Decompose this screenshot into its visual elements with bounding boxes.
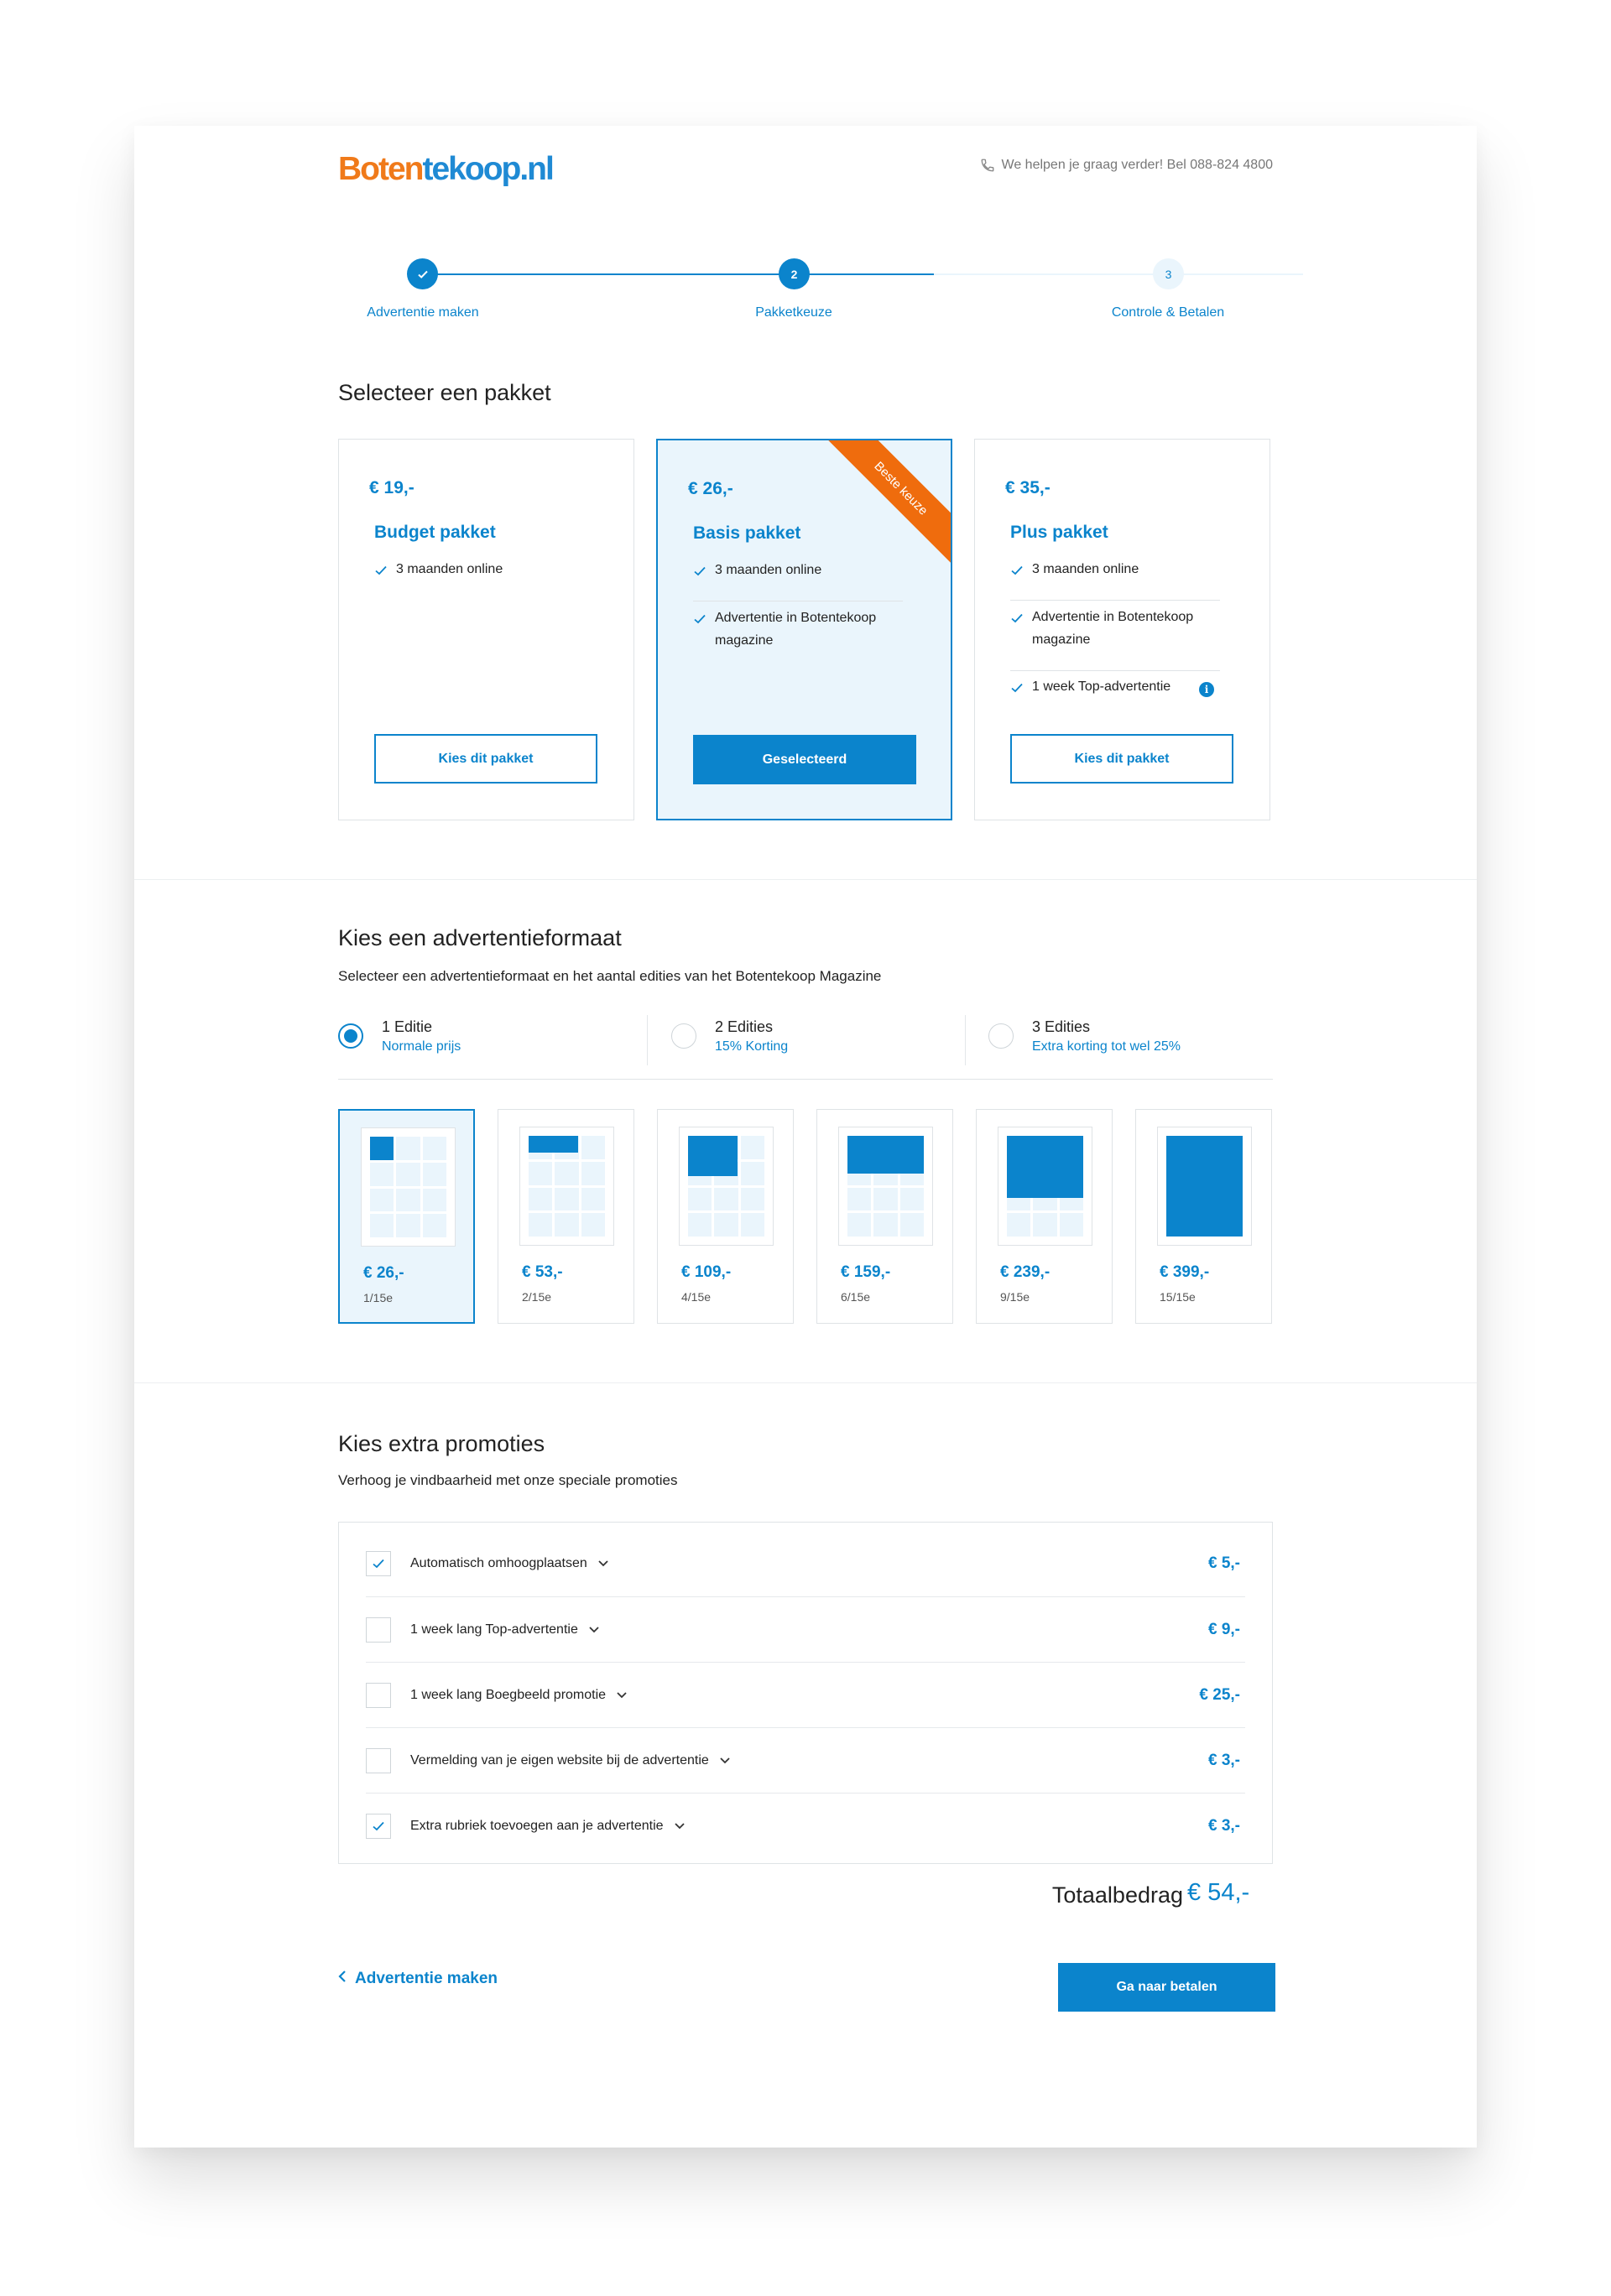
package-basis[interactable] <box>656 439 952 820</box>
format-size-6[interactable] <box>1135 1109 1272 1324</box>
choose-package-button[interactable]: Kies dit pakket <box>374 734 597 784</box>
promotion-checkbox[interactable] <box>366 1683 391 1708</box>
step-1-check-icon[interactable] <box>407 258 438 289</box>
check-icon <box>1010 610 1024 633</box>
format-size-label: 6/15e <box>841 1290 871 1304</box>
format-price: € 53,- <box>522 1263 563 1281</box>
format-size-2[interactable] <box>498 1109 634 1324</box>
promotion-label: 1 week lang Boegbeeld promotie <box>410 1687 607 1702</box>
format-size-3[interactable] <box>657 1109 794 1324</box>
format-preview <box>998 1127 1092 1246</box>
promotions-list <box>338 1522 1273 1864</box>
promotion-row[interactable] <box>366 1531 1245 1596</box>
package-plus[interactable] <box>974 439 1270 820</box>
check-icon <box>1010 679 1024 702</box>
format-size-5[interactable] <box>976 1109 1113 1324</box>
package-feature: Advertentie in Botentekoop magazine <box>1010 606 1233 651</box>
package-name: Basis pakket <box>693 523 801 543</box>
package-feature: Advertentie in Botentekoop magazine <box>693 607 915 652</box>
check-icon <box>372 1557 385 1570</box>
package-price: € 26,- <box>688 479 733 498</box>
format-size-label: 15/15e <box>1160 1290 1196 1304</box>
step-2-label[interactable]: Pakketkeuze <box>755 305 832 320</box>
selected-package-button[interactable]: Geselecteerd <box>693 735 916 784</box>
chevron-down-icon[interactable] <box>719 1757 731 1765</box>
promotion-price: € 9,- <box>1207 1620 1240 1638</box>
format-price: € 109,- <box>681 1263 732 1281</box>
promotions-title: Kies extra promoties <box>338 1431 545 1456</box>
promotion-label: Vermelding van je eigen website bij de advertentie <box>410 1752 709 1768</box>
promotion-row[interactable] <box>366 1727 1245 1793</box>
promotion-checkbox[interactable] <box>366 1748 391 1773</box>
feature-divider <box>1010 670 1220 671</box>
chevron-down-icon[interactable] <box>588 1626 600 1634</box>
check-icon <box>372 1820 385 1833</box>
promotion-price: € 5,- <box>1207 1554 1240 1572</box>
promotion-price: € 25,- <box>1199 1685 1240 1704</box>
step-1-label[interactable]: Advertentie maken <box>367 305 479 320</box>
checkout-card <box>134 126 1477 2148</box>
package-feature: 3 maanden online <box>1010 558 1233 581</box>
check-icon <box>374 562 388 585</box>
info-icon[interactable]: i <box>1199 682 1214 697</box>
promotion-row[interactable] <box>366 1596 1245 1662</box>
format-size-1[interactable] <box>338 1109 475 1324</box>
choose-package-button[interactable]: Kies dit pakket <box>1010 734 1233 784</box>
format-size-label: 2/15e <box>522 1290 552 1304</box>
phone-icon <box>980 158 995 173</box>
chevron-left-icon <box>338 1970 347 1988</box>
format-preview <box>679 1127 774 1246</box>
stepper-progress-line <box>422 273 934 275</box>
check-icon <box>1010 562 1024 585</box>
help-text: We helpen je graag verder! Bel 088-824 4800 <box>1001 158 1273 172</box>
best-choice-ribbon: Beste keuze <box>811 439 952 578</box>
promotion-price: € 3,- <box>1207 1816 1240 1835</box>
edition-radio[interactable] <box>671 1023 696 1049</box>
promotion-checkbox[interactable] <box>366 1551 391 1576</box>
format-price: € 239,- <box>1000 1263 1051 1281</box>
edition-radio[interactable] <box>988 1023 1014 1049</box>
format-size-4[interactable] <box>816 1109 953 1324</box>
format-preview <box>838 1127 933 1246</box>
format-preview <box>1157 1127 1252 1246</box>
help-contact <box>973 158 1273 173</box>
format-preview <box>519 1127 614 1246</box>
format-size-label: 1/15e <box>363 1291 394 1304</box>
package-feature: 1 week Top-advertentie <box>1010 675 1233 698</box>
feature-divider <box>1010 600 1220 601</box>
format-price: € 399,- <box>1160 1263 1210 1281</box>
format-preview <box>361 1127 456 1247</box>
package-price: € 19,- <box>369 478 414 497</box>
promotions-subtitle: Verhoog je vindbaarheid met onze speciale promoties <box>338 1472 678 1488</box>
promotion-price: € 3,- <box>1207 1751 1240 1769</box>
promotion-label: 1 week lang Top-advertentie <box>410 1622 578 1637</box>
step-3-label[interactable]: Controle & Betalen <box>1111 305 1225 320</box>
edition-option-2[interactable]: 2 Edities 15% Korting <box>671 1017 788 1057</box>
edition-option-1[interactable]: 1 Editie Normale prijs <box>338 1017 461 1057</box>
format-subtitle: Selecteer een advertentieformaat en het aantal edities van het Botentekoop Magazine <box>338 968 882 984</box>
edition-divider <box>647 1015 648 1065</box>
promotion-label: Automatisch omhoogplaatsen <box>410 1556 587 1570</box>
back-link[interactable]: Advertentie maken <box>338 1970 498 1988</box>
format-size-label: 9/15e <box>1000 1290 1030 1304</box>
chevron-down-icon[interactable] <box>616 1691 628 1700</box>
check-icon <box>693 611 706 633</box>
edition-option-3[interactable]: 3 Edities Extra korting tot wel 25% <box>988 1017 1181 1057</box>
package-name: Plus pakket <box>1010 523 1108 542</box>
promotion-label: Extra rubriek toevoegen aan je advertentie <box>410 1818 664 1833</box>
edition-divider <box>965 1015 966 1065</box>
packages-title: Selecteer een pakket <box>338 380 551 405</box>
chevron-down-icon[interactable] <box>674 1822 686 1830</box>
promotion-checkbox[interactable] <box>366 1617 391 1643</box>
promotion-row[interactable] <box>366 1662 1245 1727</box>
edition-underline <box>338 1079 1273 1080</box>
stepper-remaining-line <box>934 273 1303 275</box>
promotion-row[interactable] <box>366 1793 1245 1858</box>
package-price: € 35,- <box>1005 478 1051 497</box>
check-icon <box>693 563 706 586</box>
step-2-circle[interactable]: 2 <box>779 258 810 289</box>
promotion-checkbox[interactable] <box>366 1814 391 1839</box>
edition-radio[interactable] <box>338 1023 363 1049</box>
total-value: € 54,- <box>1187 1879 1250 1906</box>
package-feature: 3 maanden online <box>374 558 597 581</box>
format-title: Kies een advertentieformaat <box>338 925 622 950</box>
section-separator <box>134 1382 1477 1383</box>
format-price: € 26,- <box>363 1264 404 1282</box>
step-3-circle[interactable]: 3 <box>1153 258 1184 289</box>
format-price: € 159,- <box>841 1263 891 1281</box>
chevron-down-icon[interactable] <box>597 1559 609 1568</box>
format-size-label: 4/15e <box>681 1290 712 1304</box>
package-budget[interactable] <box>338 439 634 820</box>
go-to-payment-button[interactable]: Ga naar betalen <box>1058 1963 1275 2012</box>
total-label: Totaalbedrag <box>1051 1882 1183 1908</box>
package-name: Budget pakket <box>374 523 496 542</box>
logo[interactable]: Botentekoop.nl <box>338 151 553 187</box>
package-feature: 3 maanden online <box>693 559 915 581</box>
section-separator <box>134 879 1477 880</box>
